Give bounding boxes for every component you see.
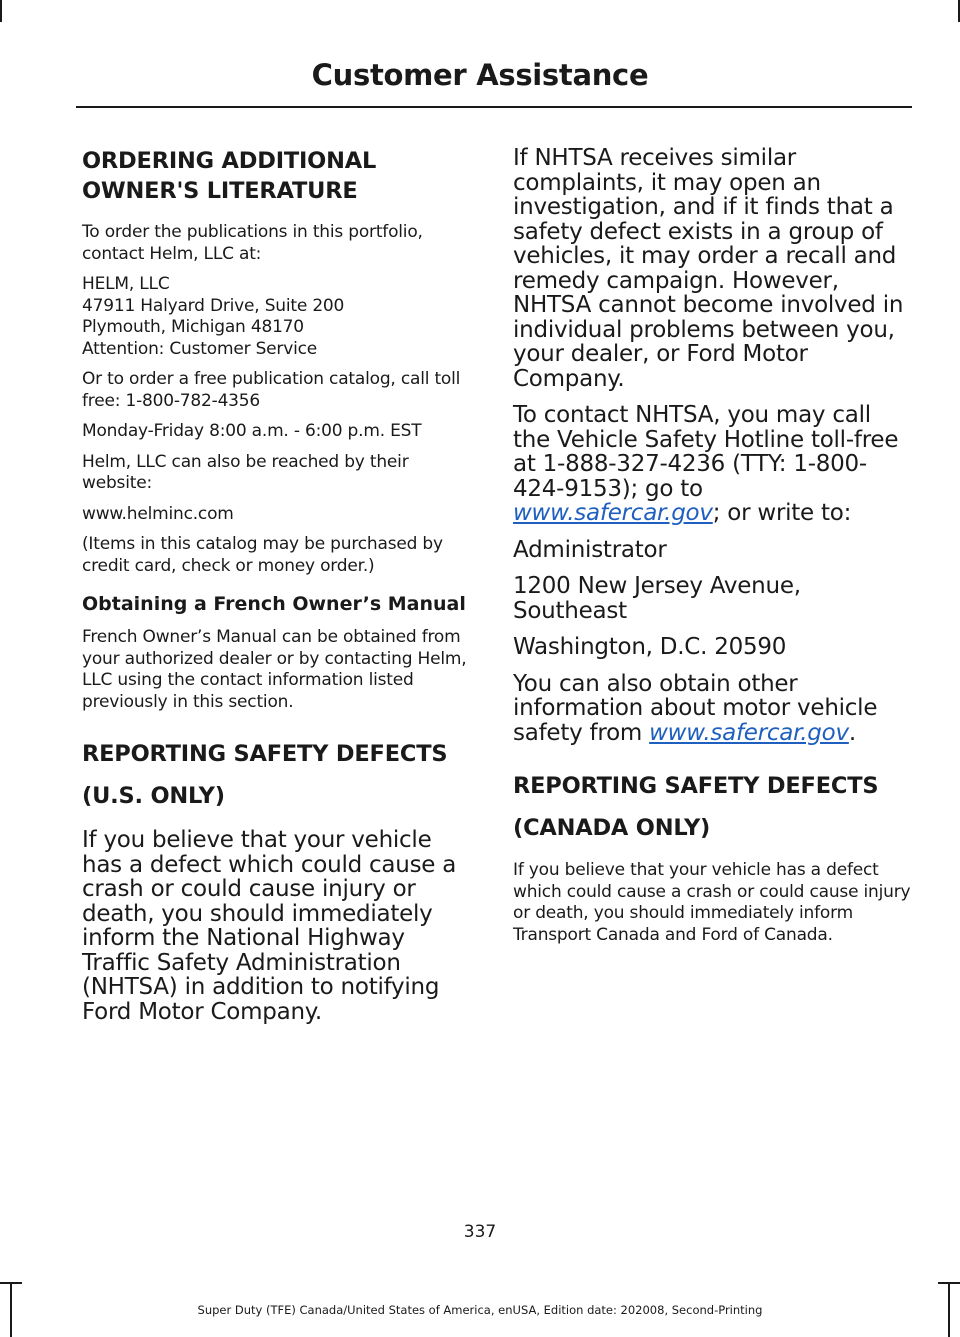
french-manual-heading: Obtaining a French Owner’s Manual: [82, 593, 466, 615]
page-number: 337: [463, 1222, 497, 1242]
address-line: Plymouth, Michigan 48170: [82, 317, 304, 337]
right-column: [513, 146, 911, 955]
canada-defects-heading-line1: REPORTING SAFETY DEFECTS: [513, 773, 879, 799]
nhtsa-investigation: If NHTSA receives similar complaints, it may open an investigation, and if it finds that a safety defect exists in a group of vehicles, it may order a recall and remedy campaign. However, NHTSA cannot become involved in individual problems between you, your dealer, or Ford Motor Company.: [513, 145, 904, 392]
ordering-heading-line2: OWNER'S LITERATURE: [82, 178, 358, 204]
left-column: [82, 146, 478, 1033]
us-defects-heading-line2: (U.S. ONLY): [82, 783, 225, 809]
nhtsa-more-tail: .: [848, 719, 856, 746]
french-manual-body: French Owner’s Manual can be obtained from your authorized dealer or by contacting Helm, LLC using the contact information listed previously in this section.: [82, 627, 467, 712]
header-divider: [76, 106, 912, 108]
us-defects-heading-line1: REPORTING SAFETY DEFECTS: [82, 741, 448, 767]
catalog-phone: Or to order a free publication catalog, call toll free: 1-800-782-4356: [82, 369, 461, 411]
nhtsa-contact: [513, 403, 911, 526]
nhtsa-contact-text: To contact NHTSA, you may call the Vehicle Safety Hotline toll-free at 1-888-327-4236 (TTY: 1-800-424-9153); go to: [513, 402, 899, 502]
crop-mark-top-left: [0, 0, 2, 22]
nhtsa-address-line1: Administrator: [513, 536, 667, 563]
nhtsa-address-line2: 1200 New Jersey Avenue, Southeast: [513, 573, 801, 624]
ordering-heading-line1: ORDERING ADDITIONAL: [82, 148, 377, 174]
business-hours: Monday-Friday 8:00 a.m. - 6:00 p.m. EST: [82, 421, 422, 441]
us-defects-body: If you believe that your vehicle has a defect which could cause a crash or could cause injury or death, you should immediately inform the National Highway Traffic Safety Administration (NHTSA) in addition to notifying Ford Motor Company.: [82, 827, 457, 1025]
helm-website: www.helminc.com: [82, 503, 234, 524]
canada-defects-heading-line2: (CANADA ONLY): [513, 815, 711, 841]
safercar-link[interactable]: www.safercar.gov: [649, 719, 849, 746]
helm-address: [82, 274, 478, 360]
address-line: Attention: Customer Service: [82, 338, 317, 359]
ordering-heading: [82, 146, 478, 206]
nhtsa-address-line3: Washington, D.C. 20590: [513, 634, 787, 660]
canada-defects-heading: [513, 771, 911, 843]
footer-edition-info: Super Duty (TFE) Canada/United States of America, enUSA, Edition date: 202008, Second-Printing: [197, 1303, 763, 1317]
us-defects-heading: [82, 739, 478, 811]
page-header-title: Customer Assistance: [311, 58, 649, 92]
address-line: 47911 Halyard Drive, Suite 200: [82, 295, 345, 316]
address-line: HELM, LLC: [82, 274, 170, 294]
safercar-link[interactable]: www.safercar.gov: [513, 500, 713, 526]
nhtsa-more-text: You can also obtain other information about motor vehicle safety from: [513, 670, 878, 746]
canada-defects-body: If you believe that your vehicle has a defect which could cause a crash or could cause injury or death, you should immediately inform Transport Canada and Ford of Canada.: [513, 860, 911, 945]
payment-note: (Items in this catalog may be purchased by credit card, check or money order.): [82, 534, 443, 576]
website-intro: Helm, LLC can also be reached by their website:: [82, 451, 409, 493]
nhtsa-more-info: [513, 672, 911, 746]
ordering-intro: To order the publications in this portfolio, contact Helm, LLC at:: [82, 222, 423, 264]
nhtsa-contact-tail: ; or write to:: [712, 500, 852, 526]
